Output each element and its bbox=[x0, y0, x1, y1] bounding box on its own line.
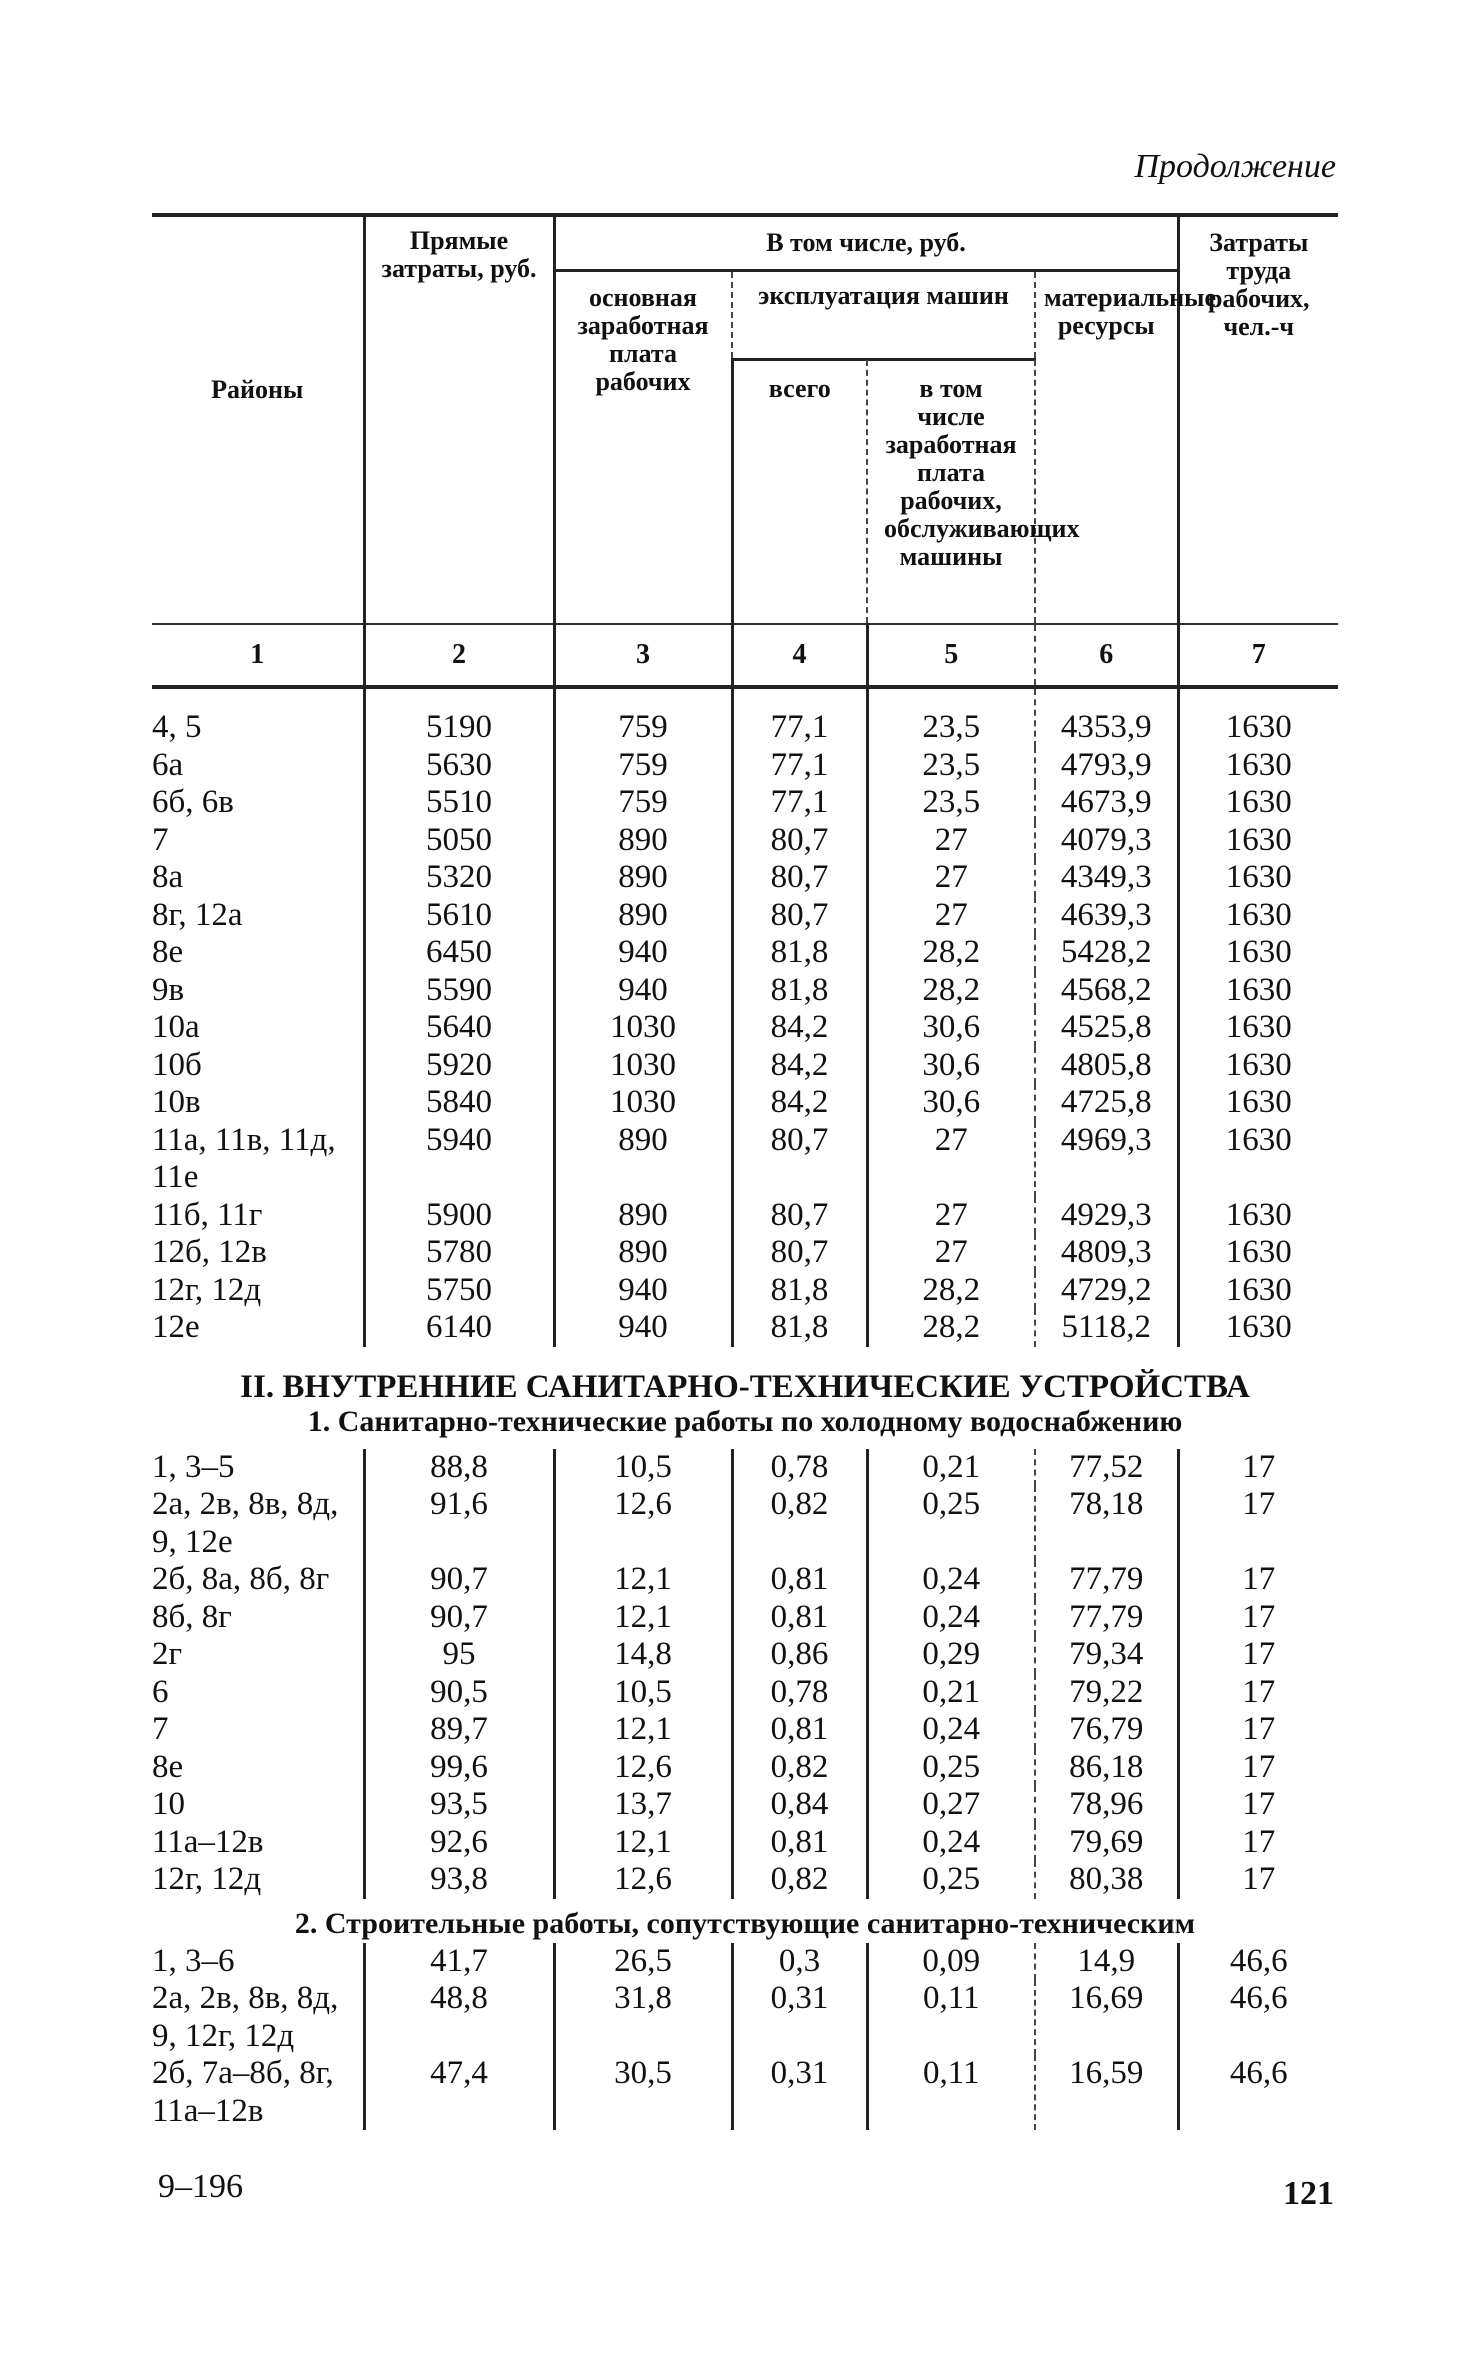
value-cell: 78,96 bbox=[1035, 1786, 1178, 1824]
value-cell: 0,09 bbox=[867, 1943, 1035, 1981]
value-cell: 12,1 bbox=[554, 1824, 732, 1862]
table-row bbox=[152, 1197, 1338, 1235]
value-cell: 1030 bbox=[554, 1084, 732, 1122]
value-cell: 12,1 bbox=[554, 1599, 732, 1637]
value-cell: 81,8 bbox=[732, 1309, 867, 1347]
value-cell: 93,8 bbox=[364, 1861, 554, 1899]
value-cell: 77,1 bbox=[732, 784, 867, 822]
colnum-5: 5 bbox=[867, 624, 1035, 687]
value-cell: 5640 bbox=[364, 1009, 554, 1047]
value-cell: 1630 bbox=[1178, 687, 1338, 747]
value-cell: 890 bbox=[554, 1122, 732, 1197]
value-cell: 80,7 bbox=[732, 1122, 867, 1197]
value-cell: 0,78 bbox=[732, 1449, 867, 1487]
table3-body bbox=[152, 1943, 1338, 2131]
value-cell: 0,81 bbox=[732, 1824, 867, 1862]
district-cell: 8е bbox=[152, 934, 184, 970]
district-cell: 2а, 2в, 8в, 8д, 9, 12е bbox=[152, 1486, 339, 1560]
value-cell: 27 bbox=[867, 1234, 1035, 1272]
table-row bbox=[152, 1309, 1338, 1347]
value-cell: 81,8 bbox=[732, 934, 867, 972]
value-cell: 28,2 bbox=[867, 1272, 1035, 1310]
value-cell: 14,8 bbox=[554, 1636, 732, 1674]
district-cell: 8б, 8г bbox=[152, 1598, 232, 1635]
district-cell: 11б, 11г bbox=[152, 1196, 263, 1233]
colnum-2: 2 bbox=[364, 624, 554, 687]
table-row bbox=[152, 1561, 1338, 1599]
value-cell: 81,8 bbox=[732, 1272, 867, 1310]
value-cell: 27 bbox=[867, 1122, 1035, 1197]
value-cell: 84,2 bbox=[732, 1084, 867, 1122]
value-cell: 30,5 bbox=[554, 2055, 732, 2130]
value-cell: 46,6 bbox=[1178, 1980, 1338, 2055]
value-cell: 12,6 bbox=[554, 1749, 732, 1787]
table-row bbox=[152, 687, 1338, 747]
value-cell: 0,24 bbox=[867, 1561, 1035, 1599]
value-cell: 1630 bbox=[1178, 897, 1338, 935]
value-cell: 27 bbox=[867, 897, 1035, 935]
value-cell: 5118,2 bbox=[1035, 1309, 1178, 1347]
value-cell: 890 bbox=[554, 1234, 732, 1272]
value-cell: 17 bbox=[1178, 1824, 1338, 1862]
value-cell: 23,5 bbox=[867, 747, 1035, 785]
value-cell: 12,6 bbox=[554, 1861, 732, 1899]
value-cell: 5320 bbox=[364, 859, 554, 897]
value-cell: 1630 bbox=[1178, 1122, 1338, 1197]
value-cell: 0,81 bbox=[732, 1711, 867, 1749]
district-cell: 8а bbox=[152, 859, 184, 895]
value-cell: 1630 bbox=[1178, 934, 1338, 972]
district-cell: 12е bbox=[152, 1309, 200, 1345]
district-cell: 2г bbox=[152, 1636, 183, 1672]
value-cell: 1630 bbox=[1178, 1309, 1338, 1347]
value-cell: 12,6 bbox=[554, 1486, 732, 1561]
value-cell: 759 bbox=[554, 747, 732, 785]
value-cell: 77,1 bbox=[732, 687, 867, 747]
value-cell: 27 bbox=[867, 1197, 1035, 1235]
table-row bbox=[152, 1749, 1338, 1787]
value-cell: 48,8 bbox=[364, 1980, 554, 2055]
district-cell: 12г, 12д bbox=[152, 1861, 262, 1897]
table-row bbox=[152, 1449, 1338, 1487]
value-cell: 5050 bbox=[364, 822, 554, 860]
district-cell: 7 bbox=[152, 1711, 169, 1747]
value-cell: 940 bbox=[554, 934, 732, 972]
value-cell: 80,7 bbox=[732, 1234, 867, 1272]
value-cell: 4729,2 bbox=[1035, 1272, 1178, 1310]
value-cell: 78,18 bbox=[1035, 1486, 1178, 1561]
header-machine-operation: эксплуатация машин bbox=[732, 271, 1035, 360]
value-cell: 0,21 bbox=[867, 1449, 1035, 1487]
value-cell: 890 bbox=[554, 1197, 732, 1235]
value-cell: 77,52 bbox=[1035, 1449, 1178, 1487]
value-cell: 95 bbox=[364, 1636, 554, 1674]
value-cell: 4639,3 bbox=[1035, 897, 1178, 935]
value-cell: 99,6 bbox=[364, 1749, 554, 1787]
value-cell: 0,82 bbox=[732, 1749, 867, 1787]
district-cell: 7 bbox=[152, 821, 169, 858]
value-cell: 1630 bbox=[1178, 1009, 1338, 1047]
value-cell: 5920 bbox=[364, 1047, 554, 1085]
value-cell: 17 bbox=[1178, 1674, 1338, 1712]
header-total: всего bbox=[732, 360, 867, 625]
value-cell: 79,69 bbox=[1035, 1824, 1178, 1862]
value-cell: 28,2 bbox=[867, 972, 1035, 1010]
table-row bbox=[152, 859, 1338, 897]
value-cell: 1630 bbox=[1178, 1234, 1338, 1272]
table-row bbox=[152, 784, 1338, 822]
value-cell: 0,25 bbox=[867, 1861, 1035, 1899]
value-cell: 10,5 bbox=[554, 1674, 732, 1712]
district-cell: 1, 3–5 bbox=[152, 1448, 235, 1485]
value-cell: 759 bbox=[554, 784, 732, 822]
table-row bbox=[152, 1009, 1338, 1047]
value-cell: 4568,2 bbox=[1035, 972, 1178, 1010]
value-cell: 80,7 bbox=[732, 897, 867, 935]
table-row bbox=[152, 2055, 1338, 2130]
value-cell: 1630 bbox=[1178, 784, 1338, 822]
colnum-1: 1 bbox=[152, 624, 364, 687]
district-cell: 11а–12в bbox=[152, 1823, 264, 1860]
section-title: II. ВНУТРЕННИЕ САНИТАРНО-ТЕХНИЧЕСКИЕ УСТРОЙСТВА bbox=[240, 1368, 1250, 1405]
district-cell: 10а bbox=[152, 1009, 200, 1045]
value-cell: 16,69 bbox=[1035, 1980, 1178, 2055]
value-cell: 0,24 bbox=[867, 1824, 1035, 1862]
value-cell: 77,1 bbox=[732, 747, 867, 785]
district-cell: 2б, 8а, 8б, 8г bbox=[152, 1561, 330, 1597]
table-row bbox=[152, 1711, 1338, 1749]
header-including: В том числе, руб. bbox=[554, 215, 1178, 271]
page-number: 121 bbox=[1283, 2175, 1334, 2212]
value-cell: 0,27 bbox=[867, 1786, 1035, 1824]
value-cell: 1630 bbox=[1178, 747, 1338, 785]
value-cell: 4929,3 bbox=[1035, 1197, 1178, 1235]
value-cell: 6140 bbox=[364, 1309, 554, 1347]
district-cell: 10б bbox=[152, 1046, 202, 1083]
value-cell: 1030 bbox=[554, 1047, 732, 1085]
value-cell: 759 bbox=[554, 687, 732, 747]
district-cell: 11а, 11в, 11д, 11е bbox=[152, 1121, 336, 1195]
value-cell: 77,79 bbox=[1035, 1599, 1178, 1637]
value-cell: 46,6 bbox=[1178, 1943, 1338, 1981]
value-cell: 0,31 bbox=[732, 1980, 867, 2055]
table-row bbox=[152, 1980, 1338, 2055]
table-row bbox=[152, 747, 1338, 785]
value-cell: 1630 bbox=[1178, 972, 1338, 1010]
district-cell: 6 bbox=[152, 1673, 169, 1710]
district-cell: 8е bbox=[152, 1748, 184, 1785]
table-row bbox=[152, 1486, 1338, 1561]
value-cell: 0,82 bbox=[732, 1861, 867, 1899]
table-row bbox=[152, 1674, 1338, 1712]
district-cell: 2а, 2в, 8в, 8д, 9, 12г, 12д bbox=[152, 1980, 339, 2054]
table-row bbox=[152, 897, 1338, 935]
district-cell: 2б, 7а–8б, 8г, 11а–12в bbox=[152, 2055, 334, 2129]
value-cell: 4349,3 bbox=[1035, 859, 1178, 897]
value-cell: 5900 bbox=[364, 1197, 554, 1235]
value-cell: 0,24 bbox=[867, 1599, 1035, 1637]
district-cell: 10 bbox=[152, 1786, 185, 1822]
value-cell: 0,82 bbox=[732, 1486, 867, 1561]
value-cell: 0,86 bbox=[732, 1636, 867, 1674]
table-row bbox=[152, 1861, 1338, 1899]
value-cell: 1630 bbox=[1178, 1084, 1338, 1122]
value-cell: 1630 bbox=[1178, 822, 1338, 860]
value-cell: 0,29 bbox=[867, 1636, 1035, 1674]
district-cell: 8г, 12а bbox=[152, 896, 243, 933]
value-cell: 0,78 bbox=[732, 1674, 867, 1712]
value-cell: 84,2 bbox=[732, 1009, 867, 1047]
value-cell: 0,31 bbox=[732, 2055, 867, 2130]
value-cell: 46,6 bbox=[1178, 2055, 1338, 2130]
value-cell: 31,8 bbox=[554, 1980, 732, 2055]
value-cell: 14,9 bbox=[1035, 1943, 1178, 1981]
value-cell: 1630 bbox=[1178, 1272, 1338, 1310]
value-cell: 890 bbox=[554, 822, 732, 860]
value-cell: 4805,8 bbox=[1035, 1047, 1178, 1085]
value-cell: 76,79 bbox=[1035, 1711, 1178, 1749]
value-cell: 26,5 bbox=[554, 1943, 732, 1981]
value-cell: 0,81 bbox=[732, 1561, 867, 1599]
district-cell: 12г, 12д bbox=[152, 1271, 262, 1308]
value-cell: 0,81 bbox=[732, 1599, 867, 1637]
table-row bbox=[152, 1122, 1338, 1197]
table-row bbox=[152, 1824, 1338, 1862]
table-row bbox=[152, 1234, 1338, 1272]
value-cell: 1630 bbox=[1178, 1197, 1338, 1235]
value-cell: 0,3 bbox=[732, 1943, 867, 1981]
value-cell: 5840 bbox=[364, 1084, 554, 1122]
value-cell: 84,2 bbox=[732, 1047, 867, 1085]
value-cell: 17 bbox=[1178, 1749, 1338, 1787]
value-cell: 0,24 bbox=[867, 1711, 1035, 1749]
value-cell: 23,5 bbox=[867, 687, 1035, 747]
value-cell: 5610 bbox=[364, 897, 554, 935]
district-cell: 10в bbox=[152, 1084, 201, 1120]
value-cell: 5590 bbox=[364, 972, 554, 1010]
value-cell: 4793,9 bbox=[1035, 747, 1178, 785]
cost-table bbox=[152, 213, 1338, 2130]
table-row bbox=[152, 1943, 1338, 1981]
value-cell: 90,7 bbox=[364, 1599, 554, 1637]
district-cell: 6б, 6в bbox=[152, 784, 234, 820]
value-cell: 5510 bbox=[364, 784, 554, 822]
value-cell: 27 bbox=[867, 859, 1035, 897]
value-cell: 4673,9 bbox=[1035, 784, 1178, 822]
value-cell: 47,4 bbox=[364, 2055, 554, 2130]
value-cell: 30,6 bbox=[867, 1084, 1035, 1122]
table-row bbox=[152, 1084, 1338, 1122]
district-cell: 12б, 12в bbox=[152, 1234, 267, 1270]
value-cell: 4353,9 bbox=[1035, 687, 1178, 747]
table-row bbox=[152, 1272, 1338, 1310]
value-cell: 23,5 bbox=[867, 784, 1035, 822]
value-cell: 1630 bbox=[1178, 1047, 1338, 1085]
value-cell: 5630 bbox=[364, 747, 554, 785]
table-row bbox=[152, 1599, 1338, 1637]
colnum-3: 3 bbox=[554, 624, 732, 687]
value-cell: 80,38 bbox=[1035, 1861, 1178, 1899]
value-cell: 0,11 bbox=[867, 2055, 1035, 2130]
value-cell: 17 bbox=[1178, 1636, 1338, 1674]
table2-body bbox=[152, 1449, 1338, 1899]
value-cell: 5940 bbox=[364, 1122, 554, 1197]
value-cell: 4725,8 bbox=[1035, 1084, 1178, 1122]
value-cell: 6450 bbox=[364, 934, 554, 972]
continuation-label: Продолжение bbox=[1134, 148, 1336, 185]
subsection-1-title: 1. Санитарно-технические работы по холодному водоснабжению bbox=[307, 1404, 1183, 1438]
value-cell: 12,1 bbox=[554, 1711, 732, 1749]
value-cell: 93,5 bbox=[364, 1786, 554, 1824]
value-cell: 4969,3 bbox=[1035, 1122, 1178, 1197]
value-cell: 940 bbox=[554, 1309, 732, 1347]
value-cell: 5750 bbox=[364, 1272, 554, 1310]
value-cell: 1630 bbox=[1178, 859, 1338, 897]
value-cell: 4079,3 bbox=[1035, 822, 1178, 860]
table-row bbox=[152, 1047, 1338, 1085]
value-cell: 0,21 bbox=[867, 1674, 1035, 1712]
table-row bbox=[152, 972, 1338, 1010]
value-cell: 90,7 bbox=[364, 1561, 554, 1599]
value-cell: 80,7 bbox=[732, 822, 867, 860]
subsection-2-title: 2. Строительные работы, сопутствующие санитарно-техническим bbox=[294, 1906, 1196, 1940]
value-cell: 80,7 bbox=[732, 1197, 867, 1235]
district-cell: 6а bbox=[152, 746, 184, 783]
value-cell: 5428,2 bbox=[1035, 934, 1178, 972]
table1-body bbox=[152, 687, 1338, 1347]
value-cell: 77,79 bbox=[1035, 1561, 1178, 1599]
value-cell: 79,22 bbox=[1035, 1674, 1178, 1712]
value-cell: 80,7 bbox=[732, 859, 867, 897]
value-cell: 41,7 bbox=[364, 1943, 554, 1981]
value-cell: 940 bbox=[554, 1272, 732, 1310]
district-cell: 1, 3–6 bbox=[152, 1942, 235, 1979]
table-row bbox=[152, 822, 1338, 860]
value-cell: 81,8 bbox=[732, 972, 867, 1010]
value-cell: 4809,3 bbox=[1035, 1234, 1178, 1272]
table-row bbox=[152, 1636, 1338, 1674]
value-cell: 0,84 bbox=[732, 1786, 867, 1824]
value-cell: 28,2 bbox=[867, 934, 1035, 972]
header-machine-wage: в том числе заработная плата рабочих, обслуживающих машины bbox=[867, 360, 1035, 625]
footer-signature: 9–196 bbox=[158, 2168, 243, 2205]
value-cell: 4525,8 bbox=[1035, 1009, 1178, 1047]
value-cell: 30,6 bbox=[867, 1009, 1035, 1047]
value-cell: 86,18 bbox=[1035, 1749, 1178, 1787]
value-cell: 90,5 bbox=[364, 1674, 554, 1712]
value-cell: 17 bbox=[1178, 1861, 1338, 1899]
table-row bbox=[152, 1786, 1338, 1824]
value-cell: 91,6 bbox=[364, 1486, 554, 1561]
table-row bbox=[152, 934, 1338, 972]
colnum-6: 6 bbox=[1035, 624, 1178, 687]
value-cell: 890 bbox=[554, 859, 732, 897]
value-cell: 12,1 bbox=[554, 1561, 732, 1599]
value-cell: 92,6 bbox=[364, 1824, 554, 1862]
value-cell: 89,7 bbox=[364, 1711, 554, 1749]
header-base-wage: основная заработная плата рабочих bbox=[554, 271, 732, 625]
header-direct-costs: Прямые затраты, руб. bbox=[364, 215, 554, 624]
value-cell: 890 bbox=[554, 897, 732, 935]
district-cell: 4, 5 bbox=[152, 709, 202, 745]
value-cell: 10,5 bbox=[554, 1449, 732, 1487]
value-cell: 5190 bbox=[364, 687, 554, 747]
value-cell: 0,11 bbox=[867, 1980, 1035, 2055]
value-cell: 30,6 bbox=[867, 1047, 1035, 1085]
value-cell: 940 bbox=[554, 972, 732, 1010]
colnum-7: 7 bbox=[1178, 624, 1338, 687]
value-cell: 17 bbox=[1178, 1786, 1338, 1824]
colnum-4: 4 bbox=[732, 624, 867, 687]
value-cell: 88,8 bbox=[364, 1449, 554, 1487]
value-cell: 17 bbox=[1178, 1449, 1338, 1487]
district-cell: 9в bbox=[152, 971, 185, 1008]
value-cell: 79,34 bbox=[1035, 1636, 1178, 1674]
value-cell: 17 bbox=[1178, 1561, 1338, 1599]
header-districts: Районы bbox=[152, 215, 364, 624]
value-cell: 0,25 bbox=[867, 1749, 1035, 1787]
value-cell: 1030 bbox=[554, 1009, 732, 1047]
header-labor: Затраты труда рабочих, чел.-ч bbox=[1178, 215, 1338, 624]
value-cell: 17 bbox=[1178, 1711, 1338, 1749]
value-cell: 13,7 bbox=[554, 1786, 732, 1824]
value-cell: 17 bbox=[1178, 1486, 1338, 1561]
value-cell: 16,59 bbox=[1035, 2055, 1178, 2130]
value-cell: 0,25 bbox=[867, 1486, 1035, 1561]
value-cell: 28,2 bbox=[867, 1309, 1035, 1347]
header-materials: материальные ресурсы bbox=[1035, 271, 1178, 625]
value-cell: 27 bbox=[867, 822, 1035, 860]
value-cell: 17 bbox=[1178, 1599, 1338, 1637]
value-cell: 5780 bbox=[364, 1234, 554, 1272]
